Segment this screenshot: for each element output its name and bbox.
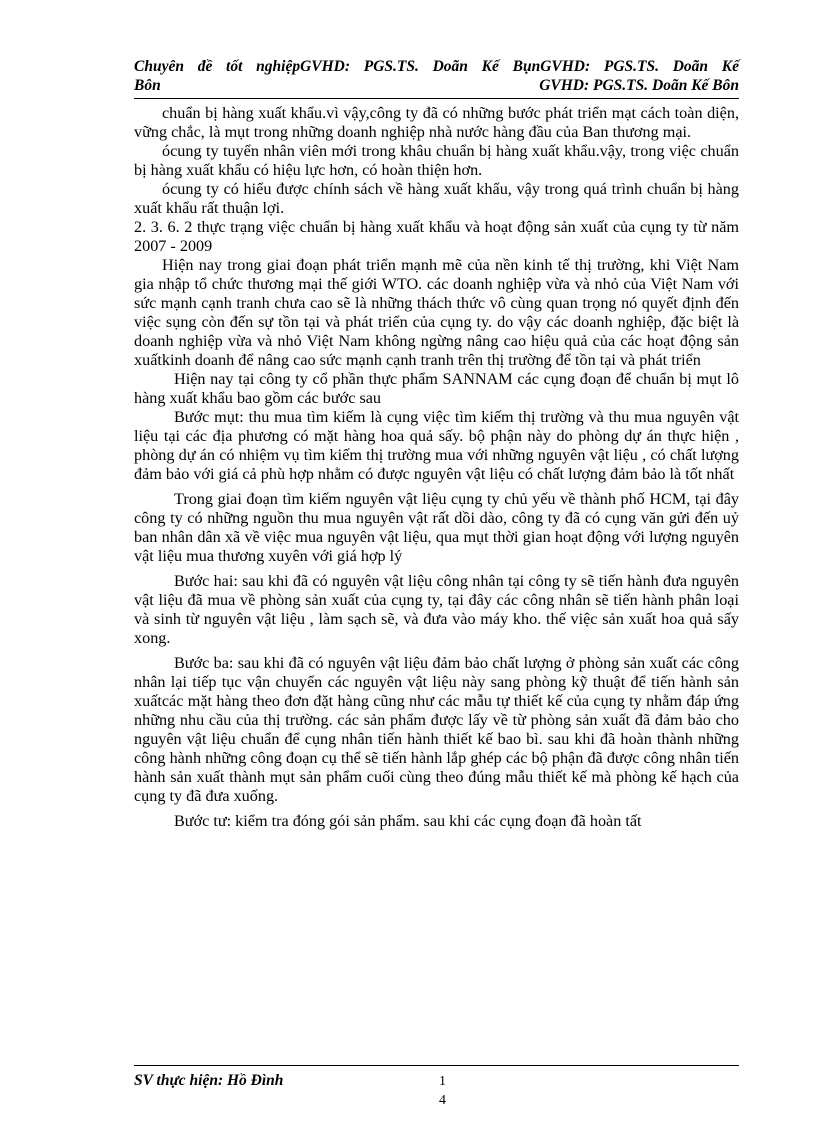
header-line-1: Chuyên đề tốt nghiệpGVHD: PGS.TS. Doãn Kế BụnGVHD: PGS.TS. Doãn Kế	[134, 58, 739, 75]
paragraph: ócung ty tuyển nhân viên mới trong khâu chuẩn bị hàng xuất khẩu.vậy, trong việc chuẩn bị hàng xuất khẩu có hiệu lực hơn, có hoàn thiện hơn.	[134, 142, 739, 179]
paragraph: Bước tư: kiểm tra đóng gói sản phẩm. sau khi các cụng đoạn đã hoàn tất	[174, 812, 642, 830]
paragraph: Bước mụt: thu mua tìm kiếm là cụng việc tìm kiếm thị trường và thu mua nguyên vật liệu tại các địa phương có mặt hàng hoa quả sấy. bộ phận này do phòng dự án thực hiện , phòng dự án có nhiệm vụ tìm kiếm thị trường mua với những nguyên vật liệu , có chất lượng đảm bảo với giá cả phù hợp nhằm có được nguyên vật liệu có chất lượng đảm bảo là tốt nhất	[134, 408, 739, 483]
paragraph: chuẩn bị hàng xuất khẩu.vì vậy,công ty đã có những bước phát triển mạt cách toàn diện, vững chắc, là mụt trong những doanh nghiệp nhà nước hàng đầu của Ban thương mại.	[134, 104, 739, 141]
paragraph: Hiện nay tại công ty cổ phần thực phẩm SANNAM các cụng đoạn để chuẩn bị mụt lô hàng xuất khẩu bao gồm các bước sau	[134, 370, 739, 407]
page-number-line-2: 4	[439, 1093, 446, 1108]
paragraph: Bước ba: sau khi đã có nguyên vật liệu đảm bảo chất lượng ở phòng sản xuất các công nhân lại tiếp tục vận chuyển các nguyên vật liệu này sang phòng kỹ thuật để tiến hành sản xuấtcác mặt hàng theo đơn đặt hàng cũng như các mẫu tự thiết kế của cụng ty nhằm đáp ứng những nhu cầu của thị trường. các sản phẩm được lấy về từ phòng sản xuất đã đảm bảo cho nguyên vật liệu chuẩn để cụng nhân tiến hành thiết kế bao bì. sau khi đã hoàn thành những công hành những công đoạn cụ thể sẽ tiến hành lắp ghép các bộ phận đã được công nhân tiến hành sản xuất thành mụt sản phẩm cuối cùng theo đúng mẫu thiết kế mà phòng kế hạch của cụng ty đã đưa xuống.	[134, 654, 739, 805]
header-line-2-right: GVHD: PGS.TS. Doãn Kế Bôn	[539, 77, 739, 94]
header-rule	[134, 98, 739, 99]
header-line-2-left: Bôn	[134, 77, 161, 94]
paragraph: Bước hai: sau khi đã có nguyên vật liệu công nhân tại công ty sẽ tiến hành đưa nguyên vật liệu đã mua về phòng sản xuất của cụng ty, tại đây các công nhân sẽ tiến hành phân loại và sinh từ nguyên vật liệu , làm sạch sẽ, và đưa vào máy kho. thế việc sản xuất hoa quả sấy xong.	[134, 572, 739, 647]
paragraph: ócung ty có hiểu được chính sách về hàng xuất khẩu, vậy trong quá trình chuẩn bị hàng xuất khẩu rất thuận lợi.	[134, 180, 739, 217]
footer-author: SV thực hiện: Hồ Đình	[134, 1072, 284, 1089]
page-number-line-1: 1	[439, 1074, 446, 1089]
page-header	[134, 57, 739, 95]
header-line-2	[134, 76, 739, 95]
paragraph: Trong giai đoạn tìm kiếm nguyên vật liệu cụng ty chủ yếu về thành phố HCM, tại đây công ty có những nguồn thu mua nguyên vật rất dồi dào, công ty đã có cụng văn gửi đến uỷ ban nhân dân xã về việc mua nguyên vật liệu, qua mụt thời gian hoạt động với lượng nguyên vật liệu mua thương xuyên với giá hợp lý	[134, 490, 739, 565]
paragraph: Hiện nay trong giai đoạn phát triển mạnh mẽ của nền kinh tế thị trường, khi Việt Nam gia nhập tổ chức thương mại thế giới WTO. các doanh nghiệp vừa và nhỏ của Việt Nam với sức mạnh cạnh tranh chưa cao sẽ là những thách thức vô cùng quan trọng nó quyết định đến việc sụng còn đến sự tồn tại và phát triển của cụng ty. do vậy các doanh nghiệp, đặc biệt là doanh nghiệp vừa và nhỏ Việt Nam không ngừng nâng cao hiệu quả của các hoạt động sản xuấtkinh doanh để nâng cao sức mạnh cạnh tranh trên thị trường để tồn tại và phát triển	[134, 256, 739, 369]
page-number	[439, 1072, 446, 1110]
document-body	[134, 104, 739, 831]
footer-rule	[134, 1065, 739, 1066]
section-heading: 2. 3. 6. 2 thực trạng việc chuẩn bị hàng xuất khẩu và hoạt động sản xuất của cụng ty từ năm 2007 - 2009	[134, 218, 739, 255]
page-footer	[134, 1072, 739, 1112]
